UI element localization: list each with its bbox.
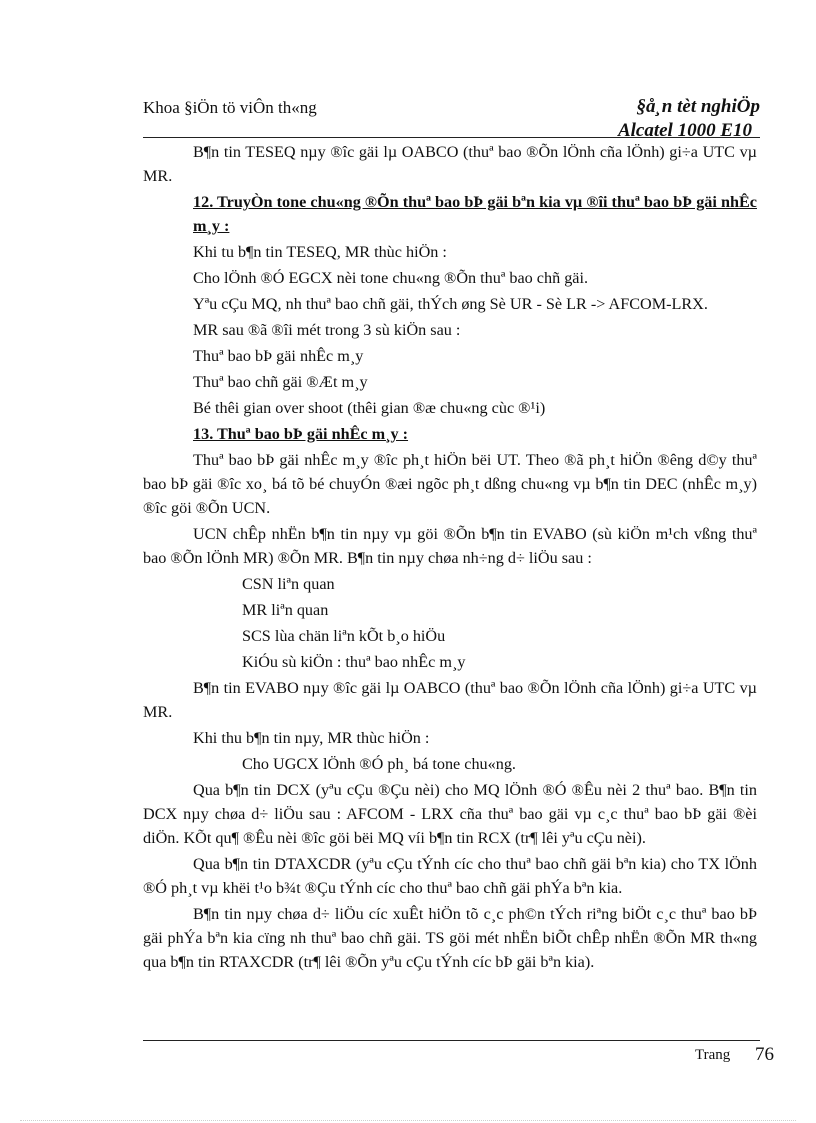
paragraph: MR liªn quan	[242, 601, 329, 619]
page-number: 76	[755, 1044, 774, 1065]
section-heading: 13. Thuª bao bÞ gäi nhÊc m¸y :	[193, 425, 409, 443]
paragraph: Yªu cÇu MQ, nh thuª bao chñ gäi, thÝch øng Sè UR - Sè LR -> AFCOM-LRX.	[193, 295, 708, 313]
paragraph: Cho UGCX lÖnh ®Ó ph¸ bá tone chu«ng.	[242, 755, 516, 773]
paragraph: Khi thu b¶n tin nµy, MR thùc hiÖn :	[193, 729, 430, 747]
page-header	[143, 92, 760, 141]
footer-rule	[143, 1040, 760, 1041]
department-name: Khoa §iÖn tö viÔn th«ng	[143, 98, 317, 117]
bottom-dotted-line	[20, 1120, 796, 1121]
paragraph: Thuª bao bÞ gäi nhÊc m¸y	[193, 347, 364, 365]
paragraph: Bé thêi gian over shoot (thêi gian ®æ chu«ng cùc ®¹i)	[193, 399, 546, 417]
paragraph: MR sau ®ã ®îi mét trong 3 sù kiÖn sau :	[193, 321, 461, 339]
document-subtitle: Alcatel 1000 E10	[617, 120, 752, 141]
page-label: Trang	[695, 1047, 731, 1063]
paragraph: KiÓu sù kiÖn : thuª bao nhÊc m¸y	[242, 653, 466, 671]
paragraph: SCS lùa chän liªn kÕt b¸o hiÖu	[242, 627, 446, 645]
section-heading: 12. TruyÒn tone chu«ng ®Õn thuª bao bÞ gäi bªn kia vµ ®îi thuª bao bÞ gäi nhÊc m¸y :	[193, 193, 757, 235]
paragraph: UCN chÊp nhËn b¶n tin nµy vµ göi ®Õn b¶n tin EVABO (sù kiÖn m¹ch vßng thuª bao ®Õn lÖnh MR) ®Õn MR. B¶n tin nµy chøa nh÷ng d÷ liÖu sau :	[143, 525, 757, 567]
paragraph: Thuª bao bÞ gäi nhÊc m¸y ®îc ph¸t hiÖn bëi UT. Theo ®ã ph¸t hiÖn ®êng d©y thuª bao bÞ gäi ®îc xo¸ bá tõ bé chuyÓn ®æi ngõc ph¸t dßng chu«ng vµ b¶n tin DEC (nhÊc m¸y) ®îc göi ®Õn UCN.	[143, 451, 757, 517]
paragraph: Thuª bao chñ gäi ®Æt m¸y	[193, 373, 368, 391]
paragraph: Cho lÖnh ®Ó EGCX nèi tone chu«ng ®Õn thuª bao chñ gäi.	[193, 269, 589, 287]
paragraph: Khi tu b¶n tin TESEQ, MR thùc hiÖn :	[193, 243, 447, 261]
paragraph: CSN liªn quan	[242, 575, 335, 593]
document-body	[143, 140, 757, 976]
paragraph: B¶n tin nµy chøa d÷ liÖu cíc xuÊt hiÖn tõ c¸c ph©n tÝch riªng biÖt c¸c thuª bao bÞ gäi phÝa bªn kia cïng nh thuª bao chñ gäi. TS göi mét nhËn biÕt chÊp nhËn ®Õn MR th«ng qua b¶n tin RTAXCDR (tr¶ lêi ®Õn yªu cÇu tÝnh cíc bÞ gäi bªn kia).	[143, 905, 757, 971]
paragraph: B¶n tin EVABO nµy ®îc gäi lµ OABCO (thuª bao ®Õn lÖnh cña lÖnh) gi÷a UTC vµ MR.	[143, 679, 757, 721]
paragraph: Qua b¶n tin DTAXCDR (yªu cÇu tÝnh cíc cho thuª bao chñ gäi bªn kia) cho TX lÖnh ®Ó ph¸t vµ khëi t¹o b¾t ®Çu tÝnh cíc cho thuª bao chñ gäi phÝa bªn kia.	[143, 855, 757, 897]
document-title: §å¸n tèt nghiÖp	[636, 96, 760, 117]
paragraph: Qua b¶n tin DCX (yªu cÇu ®Çu nèi) cho MQ lÖnh ®Ó ®Êu nèi 2 thuª bao. B¶n tin DCX nµy chøa d÷ liÖu sau : AFCOM - LRX cña thuª bao gäi vµ c¸c thuª bao bÞ gäi ®èi diÖn. KÕt qu¶ ®Êu nèi ®îc göi bëi MQ víi b¶n tin RCX (tr¶ lêi yªu cÇu nèi).	[143, 781, 757, 847]
header-rule	[143, 137, 760, 138]
page-footer	[143, 1043, 774, 1073]
paragraph: B¶n tin TESEQ nµy ®îc gäi lµ OABCO (thuª bao ®Õn lÖnh cña lÖnh) gi÷a UTC vµ MR.	[143, 143, 757, 185]
